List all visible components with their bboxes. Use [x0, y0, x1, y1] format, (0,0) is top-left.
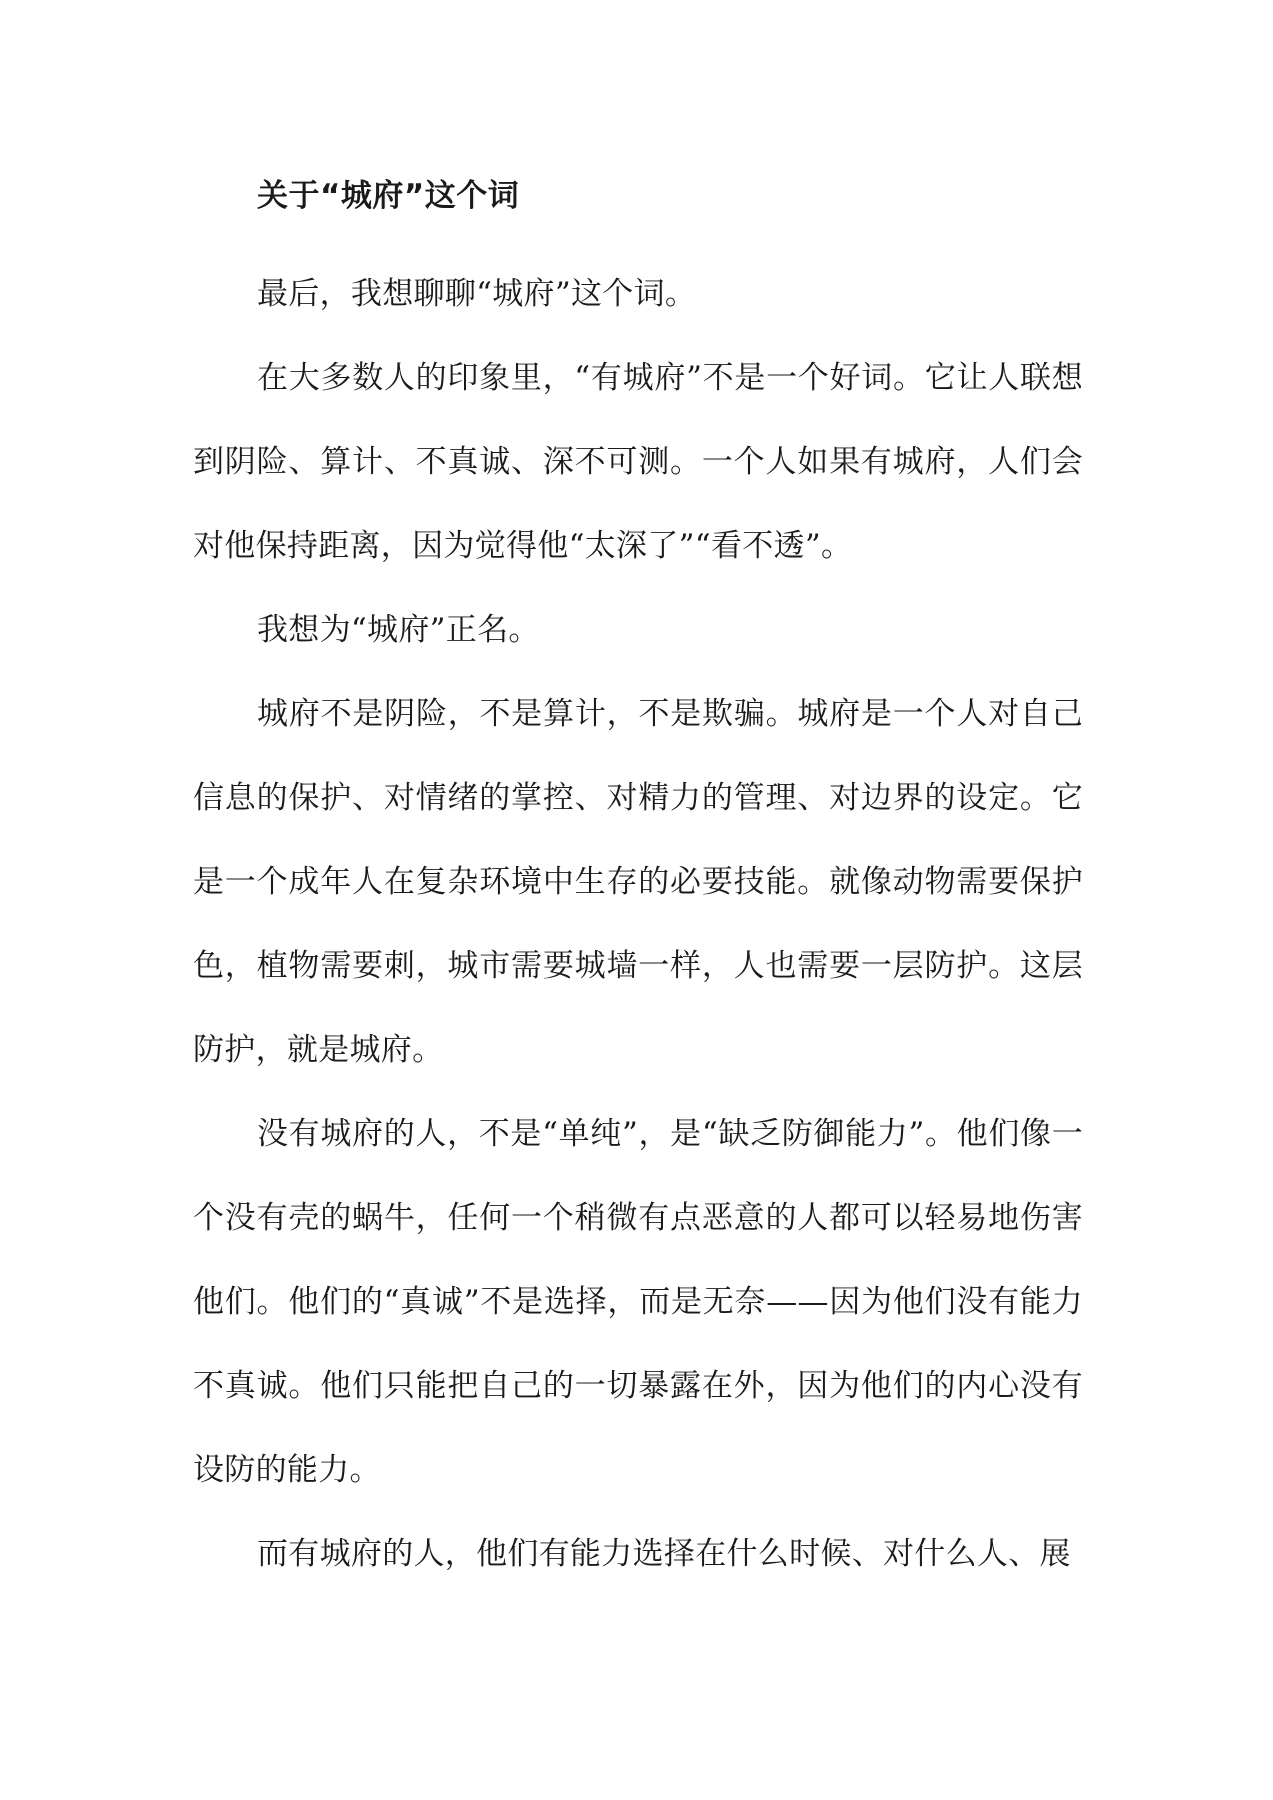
document-body [193, 168, 1083, 1596]
paragraph-1: 最后，我想聊聊“城府”这个词。 [257, 276, 697, 312]
paragraph-2: 在大多数人的印象里，“有城府”不是一个好词。它让人联想到阴险、算计、不真诚、深不可测。一个人如果有城府，人们会对他保持距离，因为觉得他“太深了”“看不透”。 [193, 360, 1083, 564]
paragraph-4: 城府不是阴险，不是算计，不是欺骗。城府是一个人对自己信息的保护、对情绪的掌控、对精力的管理、对边界的设定。它是一个成年人在复杂环境中生存的必要技能。就像动物需要保护色，植物需要刺，城市需要城墙一样，人也需要一层防护。这层防护，就是城府。 [193, 696, 1083, 1068]
paragraph-3: 我想为“城府”正名。 [257, 612, 540, 648]
paragraph-6: 而有城府的人，他们有能力选择在什么时候、对什么人、展 [257, 1536, 1071, 1572]
paragraph-5: 没有城府的人，不是“单纯”，是“缺乏防御能力”。他们像一个没有壳的蜗牛，任何一个稍微有点恶意的人都可以轻易地伤害他们。他们的“真诚”不是选择，而是无奈——因为他们没有能力不真诚。他们只能把自己的一切暴露在外，因为他们的内心没有设防的能力。 [193, 1116, 1083, 1488]
section-heading: 关于“城府”这个词 [257, 178, 520, 214]
